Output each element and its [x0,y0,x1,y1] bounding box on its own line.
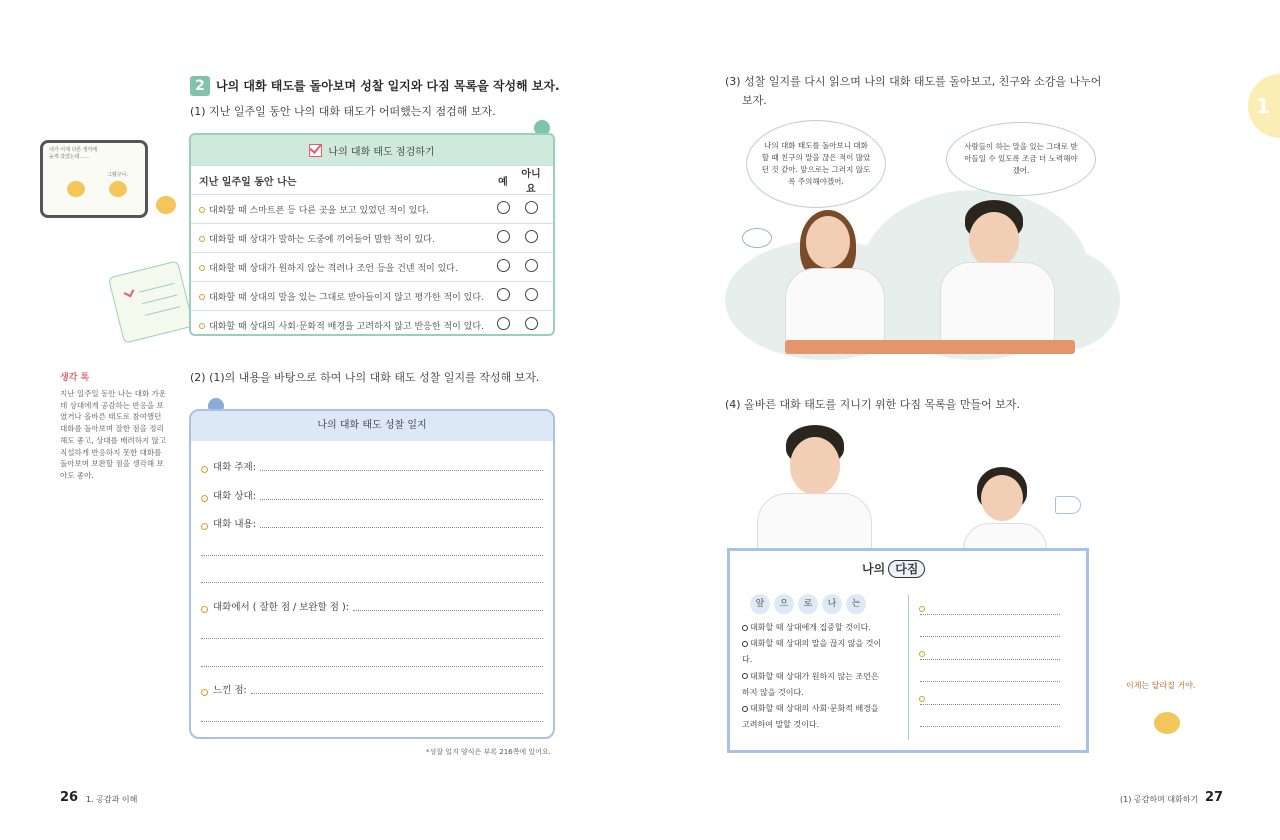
question-3: (3) 성찰 일지를 다시 읽으며 나의 대화 태도를 돌아보고, 친구와 소감을 나누어 [725,75,1102,88]
syllable-badge: 는 [846,594,866,614]
notepad-icon [108,260,194,343]
student-boy [935,200,1060,350]
pledge-write-line[interactable] [920,681,1060,682]
pledge-write-line[interactable] [920,726,1060,727]
pledge-item: 대화할 때 상대에게 집중할 것이다. [742,620,882,636]
journal-field[interactable] [201,459,543,473]
checklist-header-label: 지난 일주일 동안 나는 [199,176,297,188]
checklist-item: 대화할 때 스마트폰 등 다른 곳을 보고 있었던 적이 있다. [209,205,429,216]
think-note: 지난 일주일 동안 나는 대화 가운데 상대에게 공감하는 반응을 보였거나 올바른 태도로 참여했던 대화를 돌아보며 잘한 점을 정리해도 좋고, 상대를 배려하지 않고 직설하게 반응하지 못한 대화를 돌아보며 보완할 점을 생각해 보아도 좋아. [60,389,167,480]
field-label: 대화 주제: [213,462,256,473]
speech-bubble-boy: 사람들이 하는 말을 있는 그대로 받아들일 수 있도록 조금 더 노력해야겠어. [946,122,1096,196]
pledge-title-boxed: 다짐 [888,560,925,578]
think-badge: 생각 톡 [60,373,90,383]
checklist-column-header [191,165,553,194]
journal-field[interactable] [201,599,543,613]
checklist-row [191,223,553,252]
journal-field[interactable] [201,516,543,530]
yes-radio[interactable] [497,230,510,243]
field-label: 대화 상대: [213,491,256,502]
attitude-checklist [189,133,555,336]
checklist-row [191,310,553,336]
megaphone-icon [1055,496,1081,514]
student-boy-holding-board [752,425,877,555]
cat-character-icon [109,181,127,197]
checklist-row [191,252,553,281]
checklist-title: 나의 대화 태도 점검하기 [328,146,435,158]
pledge-divider [908,595,909,740]
speech-bubble-girl: 나의 대화 태도를 돌아보니 대화할 때 친구의 말을 끊은 적이 많았던 것 같아. 앞으로는 그러지 않도록 주의해야겠어. [746,120,886,208]
checklist-item: 대화할 때 상대가 원하지 않는 격려나 조언 등을 건넨 적이 있다. [209,263,458,274]
journal-blank-line[interactable] [201,655,543,669]
footer-section-right: (1) 공감하며 대화하기 [1120,795,1199,804]
journal-blank-line[interactable] [201,710,543,724]
pledge-write-line[interactable] [920,659,1060,660]
pledge-bullet [919,606,925,612]
no-radio[interactable] [525,230,538,243]
journal-title: 나의 대화 태도 성찰 일지 [191,411,553,441]
chapter-tab [1248,74,1280,138]
pledge-write-line[interactable] [920,614,1060,615]
tv-illustration [40,140,148,218]
checklist-header [191,135,553,165]
reflection-journal [189,409,555,739]
tv-bubble-right: 그랬구나. [107,172,128,178]
pledge-item: 대화할 때 상대가 원하지 않는 조언은 하지 않을 것이다. [742,671,879,697]
pledge-write-line[interactable] [920,636,1060,637]
activity-number: 2 [190,76,210,96]
yes-radio[interactable] [497,317,510,330]
pledge-title-prefix: 나의 [862,562,886,576]
pledge-item: 대화할 때 상대의 사회·문화적 배경을 고려하여 말할 것이다. [742,704,879,730]
syllable-badge: 으 [774,594,794,614]
cat-mascot-icon [156,196,176,214]
question-3-cont: 보자. [742,94,767,107]
no-radio[interactable] [525,317,538,330]
pledge-item: 대화할 때 상대의 말을 끊지 않을 것이다. [742,639,882,665]
pledge-bullet [919,696,925,702]
footnote: *성찰 일지 양식은 부록 216쪽에 있어요. [426,748,551,756]
checklist-item: 대화할 때 상대의 사회·문화적 배경을 고려하지 않고 반응한 적이 있다. [209,321,484,332]
cat-caption: 이제는 달라질 거야. [1126,681,1196,690]
field-label: 대화에서 ( 잘한 점 / 보완할 점 ): [213,602,349,613]
chapter-number: 1 [1256,94,1270,118]
no-radio[interactable] [525,201,538,214]
cat-character-icon [67,181,85,197]
journal-blank-line[interactable] [201,627,543,641]
question-1: (1) 지난 일주일 동안 나의 대화 태도가 어떠했는지 점검해 보자. [190,105,496,118]
field-label: 느낀 점: [213,685,247,696]
question-4: (4) 올바른 대화 태도를 지니기 위한 다짐 목록을 만들어 보자. [725,398,1020,411]
no-radio[interactable] [525,288,538,301]
syllable-badge: 앞 [750,594,770,614]
student-girl [780,210,890,350]
student-girl-holding-board [955,467,1055,552]
activity-title: 나의 대화 태도를 돌아보며 성찰 일지와 다짐 목록을 작성해 보자. [216,79,560,93]
question-2: (2) (1)의 내용을 바탕으로 하여 나의 대화 태도 성찰 일지를 작성해 보자. [190,371,540,384]
checklist-item: 대화할 때 상대의 말을 있는 그대로 받아들이지 않고 평가한 적이 있다. [209,292,484,303]
pledge-list [742,620,882,733]
journal-field[interactable] [201,682,543,696]
syllable-badge: 로 [798,594,818,614]
page-number-left: 26 [60,790,79,805]
footer-section-left: 1. 공감과 이해 [86,795,138,804]
no-header: 아니요 [521,169,541,195]
pledge-title [862,560,925,577]
journal-blank-line[interactable] [201,544,543,558]
yes-radio[interactable] [497,288,510,301]
smile-chat-icon [742,228,772,248]
pledge-write-line[interactable] [920,704,1060,705]
desk [785,340,1075,354]
checklist-row [191,281,553,310]
tv-bubble-left: 내가 어제 다른 생각에 늦게 갔었는데…… [49,147,98,160]
syllable-badge: 나 [822,594,842,614]
journal-field[interactable] [201,488,543,502]
checklist-item: 대화할 때 상대가 말하는 도중에 끼어들어 말한 적이 있다. [209,234,435,245]
field-label: 대화 내용: [213,519,256,530]
checklist-row [191,194,553,223]
cat-mascot-icon [1154,712,1180,734]
page-number-right: 27 [1205,790,1224,805]
pledge-bullet [919,651,925,657]
yes-radio[interactable] [497,259,510,272]
checkbox-icon [309,144,322,157]
yes-radio[interactable] [497,201,510,214]
yes-header: 예 [498,176,508,188]
journal-blank-line[interactable] [201,571,543,585]
no-radio[interactable] [525,259,538,272]
